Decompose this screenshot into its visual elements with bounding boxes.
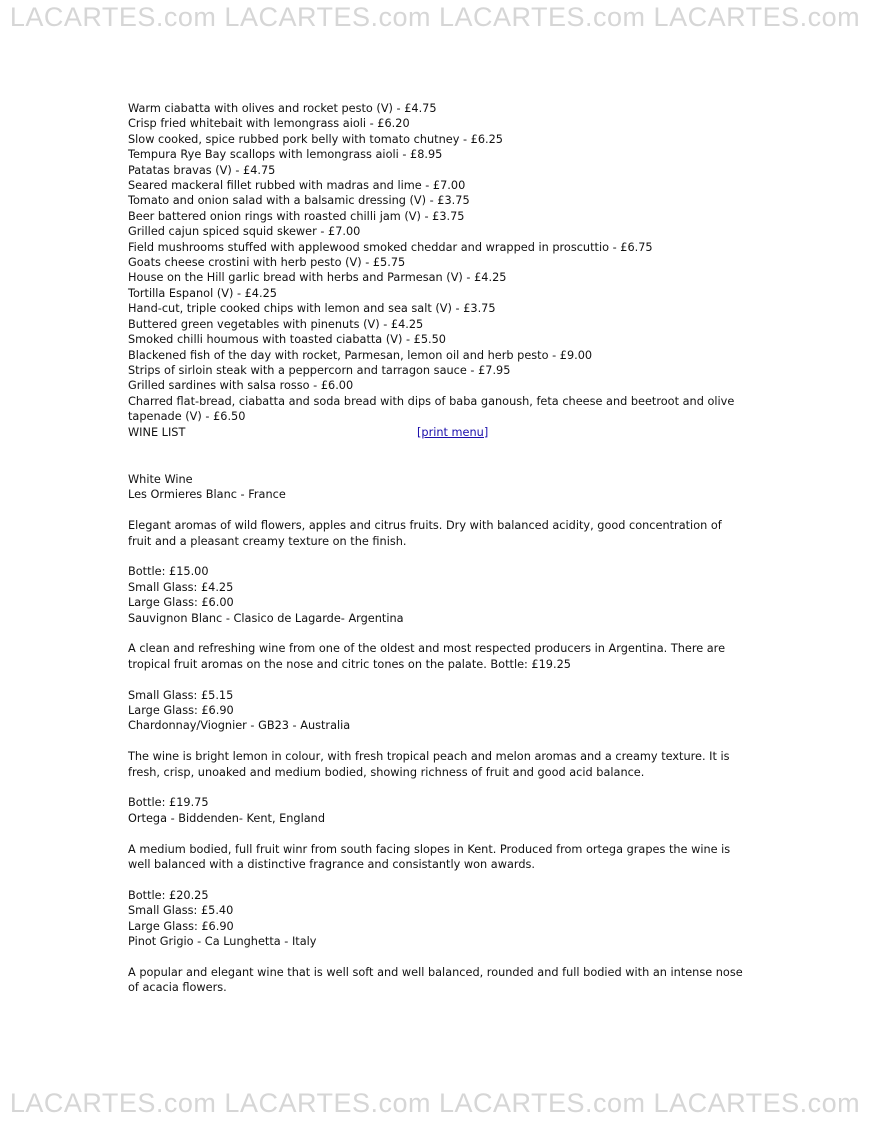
- menu-item: Grilled sardines with salsa rosso - £6.00: [128, 379, 354, 393]
- wine-price-small-glass: Small Glass: £5.15: [128, 688, 234, 702]
- menu-item: Hand-cut, triple cooked chips with lemon and sea salt (V) - £3.75: [128, 302, 496, 316]
- menu-item: Beer battered onion rings with roasted chilli jam (V) - £3.75: [128, 209, 465, 223]
- menu-list: [128, 101, 748, 425]
- menu-item: Seared mackeral fillet rubbed with madras and lime - £7.00: [128, 179, 466, 193]
- wine-price-small-glass: Small Glass: £5.40: [128, 904, 234, 918]
- menu-item: Buttered green vegetables with pinenuts (V) - £4.25: [128, 317, 424, 331]
- menu-item: Tomato and onion salad with a balsamic dressing (V) - £3.75: [128, 194, 470, 208]
- menu-item: Charred flat-bread, ciabatta and soda bread with dips of baba ganoush, feta cheese and beetroot and olive tapenade (V) - £6.50: [128, 394, 735, 424]
- watermark-bottom: LACARTES.com LACARTES.com LACARTES.com LACARTES.com: [9, 1088, 861, 1118]
- menu-item: Smoked chilli houmous with toasted ciabatta (V) - £5.50: [128, 333, 446, 347]
- wine-price-large-glass: Large Glass: £6.00: [128, 596, 234, 610]
- wine-price-bottle: Bottle: £19.75: [128, 796, 209, 810]
- wine-list-header-row: [128, 425, 748, 440]
- wine-price-large-glass: Large Glass: £6.90: [128, 919, 234, 933]
- menu-item: Strips of sirloin steak with a peppercorn and tarragon sauce - £7.95: [128, 363, 511, 377]
- wine-price-large-glass: Large Glass: £6.90: [128, 703, 234, 717]
- wine-description: The wine is bright lemon in colour, with fresh tropical peach and melon aromas and a creamy texture. It is fresh, crisp, unoaked and medium bodied, showing richness of fruit and good acid balance.: [128, 750, 730, 779]
- wine-list-heading: WINE LIST: [128, 425, 186, 439]
- wine-description: Elegant aromas of wild flowers, apples and citrus fruits. Dry with balanced acidity, good concentration of fruit and a pleasant creamy texture on the finish.: [128, 519, 722, 548]
- menu-item: Slow cooked, spice rubbed pork belly with tomato chutney - £6.25: [128, 132, 503, 146]
- wine-price-small-glass: Small Glass: £4.25: [128, 580, 234, 594]
- watermark-top: LACARTES.com LACARTES.com LACARTES.com LACARTES.com: [9, 2, 861, 32]
- page-content: [128, 101, 748, 996]
- wine-description: A medium bodied, full fruit winr from south facing slopes in Kent. Produced from ortega grapes the wine is well balanced with a distinctive fragrance and consistantly won awards.: [128, 842, 731, 871]
- section-heading-white-wine: White Wine: [128, 472, 193, 486]
- menu-item: Tempura Rye Bay scallops with lemongrass aioli - £8.95: [128, 148, 443, 162]
- wine-description: A popular and elegant wine that is well soft and well balanced, rounded and full bodied with an intense nose of acacia flowers.: [128, 965, 743, 995]
- print-menu-link[interactable]: [print menu]: [417, 425, 489, 439]
- menu-item: Blackened fish of the day with rocket, Parmesan, lemon oil and herb pesto - £9.00: [128, 348, 593, 362]
- menu-item: Tortilla Espanol (V) - £4.25: [128, 286, 277, 300]
- menu-item: Patatas bravas (V) - £4.75: [128, 163, 276, 177]
- menu-item: House on the Hill garlic bread with herbs and Parmesan (V) - £4.25: [128, 271, 507, 285]
- menu-item: Field mushrooms stuffed with applewood smoked cheddar and wrapped in proscuttio - £6.75: [128, 240, 653, 254]
- wine-name: Chardonnay/Viognier - GB23 - Australia: [128, 719, 351, 733]
- wine-price-bottle: Bottle: £20.25: [128, 888, 209, 902]
- wine-description: A clean and refreshing wine from one of the oldest and most respected producers in Argentina. There are tropical fruit aromas on the nose and citric tones on the palate. Bottle: £19.25: [128, 642, 726, 671]
- menu-item: Warm ciabatta with olives and rocket pesto (V) - £4.75: [128, 102, 437, 115]
- wine-name: Ortega - Biddenden- Kent, England: [128, 811, 325, 825]
- menu-item: Goats cheese crostini with herb pesto (V) - £5.75: [128, 256, 406, 270]
- wine-name: Sauvignon Blanc - Clasico de Lagarde- Argentina: [128, 611, 404, 625]
- wine-name: Pinot Grigio - Ca Lunghetta - Italy: [128, 934, 317, 948]
- wine-name: Les Ormieres Blanc - France: [128, 488, 286, 502]
- menu-item: Crisp fried whitebait with lemongrass aioli - £6.20: [128, 117, 410, 131]
- wine-price-bottle: Bottle: £15.00: [128, 565, 209, 579]
- menu-item: Grilled cajun spiced squid skewer - £7.00: [128, 225, 361, 239]
